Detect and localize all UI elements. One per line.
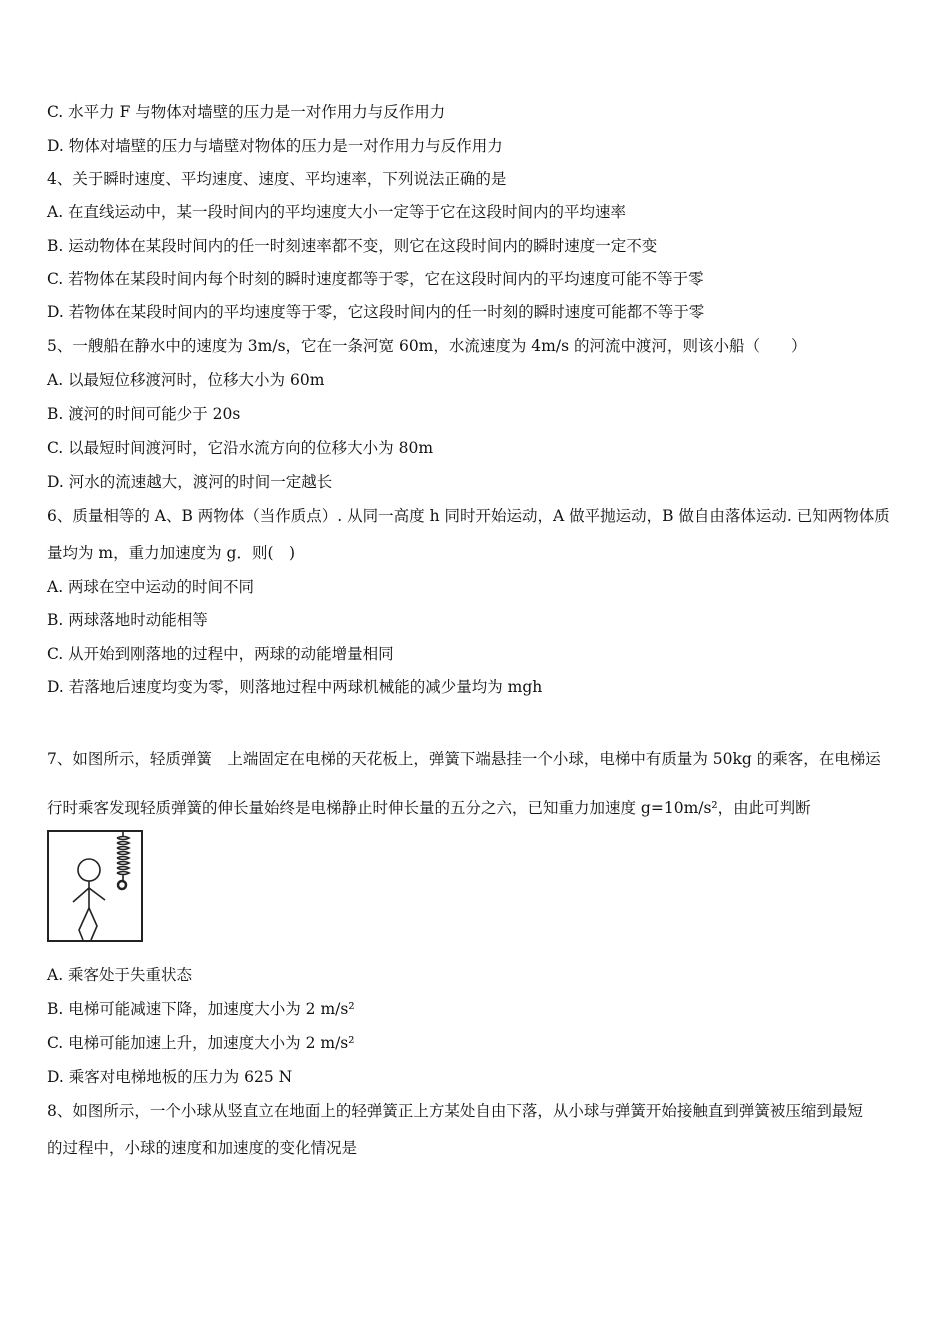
q8-stem-line-1: 8、如图所示，一个小球从竖直立在地面上的轻弹簧正上方某处自由下落，从小球与弹簧开始接触直到弹簧被压缩到最短 [47,1102,863,1120]
spring-icon [117,832,129,880]
q4-option-d: D. 若物体在某段时间内的平均速度等于零，它这段时间内的任一时刻的瞬时速度可能都不等于零 [47,303,705,321]
ball-icon [118,881,126,889]
q7-option-b: B. 电梯可能减速下降，加速度大小为 2 m/s² [47,1000,355,1018]
q5-stem: 5、一艘船在静水中的速度为 3m/s，它在一条河宽 60m，水流速度为 4m/s 的河流中渡河，则该小船（ ） [47,337,807,355]
elevator-spring-figure [47,830,143,942]
passenger-icon [73,859,105,940]
q6-option-a: A. 两球在空中运动的时间不同 [47,578,255,596]
q5-option-a: A. 以最短位移渡河时，位移大小为 60m [47,371,325,389]
q7-stem-line-2: 行时乘客发现轻质弹簧的伸长量始终是电梯静止时伸长量的五分之六，已知重力加速度 g=10m/s²，由此可判断 [47,799,811,817]
q7-stem-line-1: 7、如图所示，轻质弹簧 上端固定在电梯的天花板上，弹簧下端悬挂一个小球，电梯中有质量为 50kg 的乘客，在电梯运 [47,750,881,768]
q6-stem-line-1: 6、质量相等的 A、B 两物体（当作质点）. 从同一高度 h 同时开始运动，A 做平抛运动，B 做自由落体运动. 已知两物体质 [47,507,890,525]
q6-option-d: D. 若落地后速度均变为零，则落地过程中两球机械能的减少量均为 mgh [47,678,543,696]
q6-option-c: C. 从开始到刚落地的过程中，两球的动能增量相同 [47,645,394,663]
q7-option-d: D. 乘客对电梯地板的压力为 625 N [47,1068,293,1086]
q6-stem-line-2: 量均为 m，重力加速度为 g．则( ) [47,544,296,562]
q4-option-c: C. 若物体在某段时间内每个时刻的瞬时速度都等于零，它在这段时间内的平均速度可能不等于零 [47,270,704,288]
q5-option-d: D. 河水的流速越大，渡河的时间一定越长 [47,473,333,491]
q4-stem: 4、关于瞬时速度、平均速度、速度、平均速率，下列说法正确的是 [47,170,507,188]
q4-option-b: B. 运动物体在某段时间内的任一时刻速率都不变，则它在这段时间内的瞬时速度一定不变 [47,237,658,255]
q5-option-c: C. 以最短时间渡河时，它沿水流方向的位移大小为 80m [47,439,434,457]
q4-option-a: A. 在直线运动中，某一段时间内的平均速度大小一定等于它在这段时间内的平均速率 [47,203,627,221]
q8-stem-line-2: 的过程中，小球的速度和加速度的变化情况是 [47,1139,358,1157]
q7-option-c: C. 电梯可能加速上升，加速度大小为 2 m/s² [47,1034,355,1052]
q3-option-d: D. 物体对墙壁的压力与墙壁对物体的压力是一对作用力与反作用力 [47,137,503,155]
q6-option-b: B. 两球落地时动能相等 [47,611,208,629]
q3-option-c: C. 水平力 F 与物体对墙壁的压力是一对作用力与反作用力 [47,103,446,121]
q5-option-b: B. 渡河的时间可能少于 20s [47,405,241,423]
q7-option-a: A. 乘客处于失重状态 [47,966,193,984]
